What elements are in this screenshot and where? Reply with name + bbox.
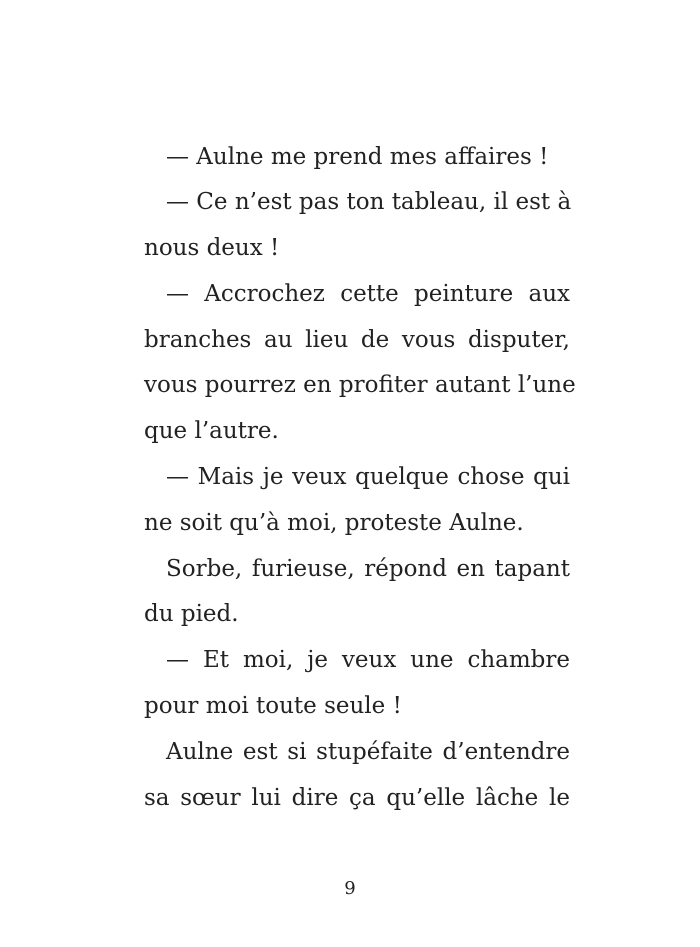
text-line-15: sa sœur lui dire ça qu’elle lâche le xyxy=(144,785,570,811)
text-line-13: pour moi toute seule ! xyxy=(144,693,402,719)
text-line-7: que l’autre. xyxy=(144,418,279,444)
text-line-6: vous pourrez en profiter autant l’une xyxy=(144,372,576,398)
text-line-9: ne soit qu’à moi, proteste Aulne. xyxy=(144,510,524,536)
text-line-12: — Et moi, je veux une chambre xyxy=(166,647,570,673)
text-line-3: nous deux ! xyxy=(144,235,280,261)
page-number: 9 xyxy=(344,878,356,899)
text-line-11: du pied. xyxy=(144,601,239,627)
text-line-14: Aulne est si stupéfaite d’entendre xyxy=(166,739,570,765)
text-line-2: — Ce n’est pas ton tableau, il est à xyxy=(166,189,572,215)
text-line-1: — Aulne me prend mes affaires ! xyxy=(166,144,549,170)
text-line-8: — Mais je veux quelque chose qui xyxy=(166,464,570,490)
text-line-4: — Accrochez cette peinture aux xyxy=(166,281,570,307)
text-line-10: Sorbe, furieuse, répond en tapant xyxy=(166,556,570,582)
text-line-5: branches au lieu de vous disputer, xyxy=(144,327,570,353)
